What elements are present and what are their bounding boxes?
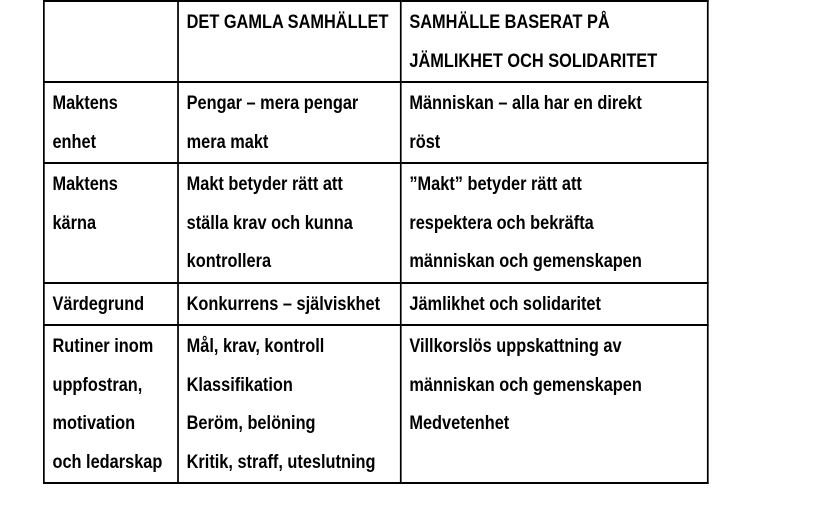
row-label-line: kärna — [52, 212, 97, 234]
row-label-line: Maktens — [52, 174, 118, 195]
row-label-line: Värdegrund — [52, 293, 145, 315]
row-label-line: uppfostran, — [52, 374, 143, 396]
table-row — [44, 325, 708, 483]
header-cell-new-society — [401, 1, 708, 82]
new-society-cell — [401, 325, 708, 483]
cell-line: Kritik, straff, uteslutning — [186, 451, 376, 473]
cell-line: Medvetenhet — [409, 413, 510, 434]
cell-line: Pengar – mera pengar — [186, 93, 359, 114]
header-row — [44, 1, 708, 82]
header-cell-old-society — [178, 1, 401, 82]
row-label-line: Rutiner inom — [52, 336, 154, 357]
table-row — [44, 283, 708, 326]
row-label-cell — [44, 283, 178, 326]
cell-line: Makt betyder rätt att — [186, 174, 343, 195]
row-label-cell — [44, 163, 178, 283]
new-society-cell — [401, 82, 708, 163]
cell-line: Villkorslös uppskattning av — [409, 336, 622, 357]
old-society-cell — [178, 325, 401, 483]
cell-line: respektera och bekräfta — [409, 212, 594, 234]
old-society-cell — [178, 283, 401, 326]
cell-line: Människan – alla har en direkt — [409, 93, 642, 114]
row-label-line: och ledarskap — [52, 451, 163, 473]
cell-line: Jämlikhet och solidaritet — [409, 293, 601, 315]
old-society-cell — [178, 163, 401, 283]
row-label-line: enhet — [52, 131, 97, 153]
cell-line: röst — [409, 131, 441, 153]
header-new-society-line2: JÄMLIKHET OCH SOLIDARITET — [409, 50, 658, 72]
header-cell-empty — [44, 1, 178, 82]
cell-line: människan och gemenskapen — [409, 374, 642, 396]
table-row — [44, 163, 708, 283]
cell-line: Mål, krav, kontroll — [186, 336, 325, 357]
row-label-cell — [44, 325, 178, 483]
header-old-society: DET GAMLA SAMHÄLLET — [186, 12, 389, 33]
new-society-cell — [401, 163, 708, 283]
cell-line: mera makt — [186, 131, 269, 153]
row-label-cell — [44, 82, 178, 163]
table-row — [44, 82, 708, 163]
new-society-cell — [401, 283, 708, 326]
row-label-line: motivation — [52, 413, 136, 434]
header-new-society-line1: SAMHÄLLE BASERAT PÅ — [409, 12, 610, 33]
cell-line: kontrollera — [186, 251, 272, 272]
cell-line: Klassifikation — [186, 374, 293, 396]
cell-line: människan och gemenskapen — [409, 251, 642, 272]
cell-line: ställa krav och kunna — [186, 212, 353, 234]
cell-line: Konkurrens – själviskhet — [186, 293, 381, 315]
cell-line: Beröm, belöning — [186, 413, 316, 434]
old-society-cell — [178, 82, 401, 163]
row-label-line: Maktens — [52, 93, 118, 114]
comparison-table — [43, 0, 709, 484]
cell-line: ”Makt” betyder rätt att — [409, 174, 582, 195]
